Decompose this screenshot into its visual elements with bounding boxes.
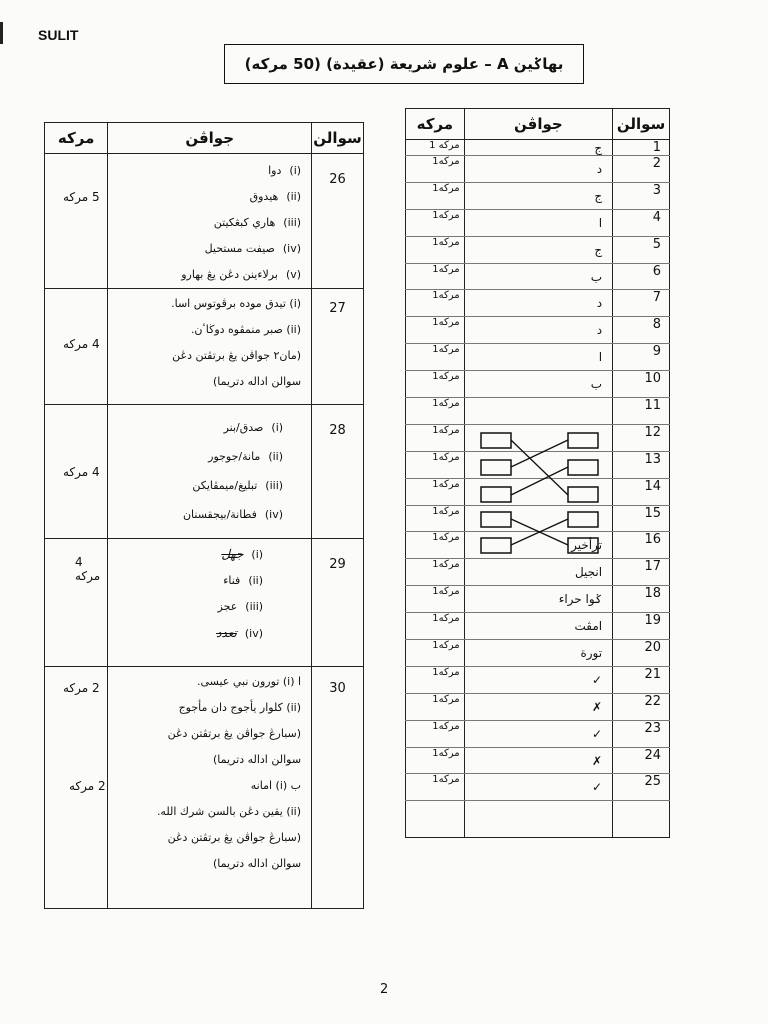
answer-line: (مان٢ جواڤن يڠ برتڤتن دڠن: [172, 349, 302, 362]
answer-cell: انجيل: [464, 559, 612, 586]
question-number: 26: [312, 154, 364, 289]
answer-line: سوالن اداله دتريما): [213, 753, 302, 766]
question-number: 2: [613, 156, 670, 183]
answer-cell: ✓: [464, 720, 612, 747]
item-text: صدق/بنر: [223, 421, 264, 434]
question-number: 12: [613, 424, 670, 451]
table-row: [406, 236, 670, 263]
table-row: [406, 290, 670, 317]
item-label: (iv): [264, 508, 284, 521]
table-row-q30: [45, 667, 364, 909]
item-text: عجز: [217, 600, 238, 613]
mark-cell: مركه1: [406, 209, 465, 236]
mark-cell: مركه1: [406, 182, 465, 209]
table-row: [406, 640, 670, 667]
col-header-soalan: سوالن: [312, 123, 364, 154]
item-label: (ii): [248, 574, 264, 587]
answer-cell: تورة: [464, 640, 612, 667]
mark-q27: 4 مركه: [63, 337, 100, 351]
item-text: جهل: [221, 547, 244, 561]
col-header-jawapan: جواڤن: [108, 123, 312, 154]
answer-line: ا (i) تورون نبي عيسى.: [196, 675, 302, 688]
table-row: [406, 317, 670, 344]
item-label: (i): [251, 548, 264, 561]
answer-cell: ج: [464, 182, 612, 209]
table-row-q26: [45, 154, 364, 289]
mark-cell: مركه1: [406, 478, 465, 505]
answer-cell: ݢوا حراء: [464, 586, 612, 613]
answer-line: (سبارڠ جواڤن يڠ برتڤتن دڠن: [167, 727, 302, 740]
item-label: (v): [285, 268, 302, 281]
item-text: هاري كبڠكيتن: [213, 216, 276, 229]
mark-q30b: 2 مركه: [69, 779, 106, 793]
mark-cell: مركه1: [406, 559, 465, 586]
table-row: [406, 398, 670, 425]
answer-cell: ج: [464, 236, 612, 263]
answer-cell: ترأخير: [464, 532, 612, 559]
answer-line: سوالن اداله دتريما): [213, 857, 302, 870]
question-number: 13: [613, 451, 670, 478]
question-number: 23: [613, 720, 670, 747]
table-row: [406, 613, 670, 640]
answer-cell: د: [464, 317, 612, 344]
item-label: (i): [289, 164, 302, 177]
question-number: 5: [613, 236, 670, 263]
answer-cell: ب: [464, 371, 612, 398]
answer-table-structured: [44, 122, 364, 909]
mark-cell: مركه1: [406, 613, 465, 640]
item-label: (ii): [268, 450, 284, 463]
answer-cell: [464, 505, 612, 532]
mark-cell: مركه1: [406, 586, 465, 613]
answer-line: (i) تيدق موده برڤوتوس اسا.: [171, 297, 302, 310]
question-number: 27: [312, 289, 364, 405]
mark-cell: مركه1: [406, 371, 465, 398]
table-row: [406, 774, 670, 801]
mark-cell: مركه1: [406, 451, 465, 478]
table-row: [406, 451, 670, 478]
table-row: [406, 505, 670, 532]
table-row-q28: [45, 405, 364, 539]
item-text: فطانة/بيجقسنان: [182, 508, 257, 521]
table-row: [406, 666, 670, 693]
item-text: برلاءينن دڠن يڠ بهارو: [181, 268, 278, 281]
table-row: [406, 371, 670, 398]
mark-cell: مركه1: [406, 156, 465, 183]
answer-cell: ا: [464, 209, 612, 236]
question-number: 10: [613, 371, 670, 398]
item-text: تعدد: [216, 626, 237, 640]
table-row: [406, 720, 670, 747]
table-row: [406, 263, 670, 290]
question-number: 9: [613, 344, 670, 371]
mark-cell: مركه1: [406, 290, 465, 317]
mark-cell: مركه1: [406, 317, 465, 344]
item-label: (iv): [282, 242, 302, 255]
question-number: 28: [312, 405, 364, 539]
question-number: 24: [613, 747, 670, 774]
question-number: 1: [613, 140, 670, 156]
mark-cell: مركه1: [406, 747, 465, 774]
col-header-soalan: سوالن: [613, 109, 670, 140]
table-row: [406, 532, 670, 559]
sulit-label: SULIT: [38, 27, 79, 43]
question-number: 8: [613, 317, 670, 344]
mark-q30a: 2 مركه: [63, 681, 100, 695]
answer-line: سوالن اداله دتريما): [213, 375, 302, 388]
table-row-q27: [45, 289, 364, 405]
answer-cell: ا: [464, 344, 612, 371]
page-number: 2: [380, 982, 389, 997]
question-number: 22: [613, 693, 670, 720]
question-number: 30: [312, 667, 364, 909]
answer-cell: [464, 478, 612, 505]
answer-cell: [464, 398, 612, 425]
question-number: 6: [613, 263, 670, 290]
table-row: [406, 424, 670, 451]
answer-line: (ii) يقين دڠن بالسن شرك الله.: [156, 805, 302, 818]
table-row: [406, 182, 670, 209]
answer-cell: [464, 424, 612, 451]
section-title: بهاݢين A – علوم شريعة (عقيدة) (50 مركه): [224, 44, 584, 84]
table-row: [406, 209, 670, 236]
item-label: (i): [271, 421, 284, 434]
mark-cell: مركه1: [406, 666, 465, 693]
col-header-jawapan: جواڤن: [464, 109, 612, 140]
item-text: صيفت مستحيل: [204, 242, 275, 255]
mark-cell: مركه1: [406, 505, 465, 532]
question-number: 7: [613, 290, 670, 317]
question-number: 4: [613, 209, 670, 236]
item-label: (iii): [283, 216, 302, 229]
item-text: فناء: [223, 574, 241, 587]
answer-cell: ✗: [464, 747, 612, 774]
question-number: 17: [613, 559, 670, 586]
item-text: دوا: [268, 164, 282, 177]
mark-cell: مركه1: [406, 640, 465, 667]
mark-cell: مركه1: [406, 398, 465, 425]
table-row: [406, 559, 670, 586]
question-number: 3: [613, 182, 670, 209]
answer-line: (ii) صبر منمڤوه دوڬاٴن.: [190, 323, 302, 336]
table-row: [406, 478, 670, 505]
answer-cell: [464, 451, 612, 478]
answer-cell: ب: [464, 263, 612, 290]
answer-cell: د: [464, 290, 612, 317]
mark-cell: مركه1: [406, 532, 465, 559]
item-label: (iii): [245, 600, 264, 613]
mark-q28: 4 مركه: [63, 465, 100, 479]
table-row: [406, 586, 670, 613]
question-number: 14: [613, 478, 670, 505]
answer-line: (سبارڠ جواڤن يڠ برتڤتن دڠن: [167, 831, 302, 844]
answer-cell: امڤت: [464, 613, 612, 640]
answer-line: (ii) كلوار يأجوج دان مأجوج: [178, 701, 302, 714]
question-number: 19: [613, 613, 670, 640]
item-label: (iii): [265, 479, 284, 492]
mark-cell: مركه1: [406, 263, 465, 290]
table-row-q29: [45, 539, 364, 667]
question-number: 20: [613, 640, 670, 667]
question-number: 15: [613, 505, 670, 532]
item-text: مانة/جوجور: [208, 450, 261, 463]
answer-cell: د: [464, 156, 612, 183]
question-number: 18: [613, 586, 670, 613]
mark-cell: مركه1: [406, 774, 465, 801]
question-number: 21: [613, 666, 670, 693]
item-text: هيدوق: [249, 190, 279, 203]
answer-cell: ✓: [464, 666, 612, 693]
question-number: 16: [613, 532, 670, 559]
question-number: 29: [312, 539, 364, 667]
answer-line: ب (i) امانه: [250, 779, 302, 792]
table-row: [406, 156, 670, 183]
mark-cell: مركه1: [406, 236, 465, 263]
table-row: [406, 693, 670, 720]
col-header-markah: مركه: [406, 109, 465, 140]
question-number: 25: [613, 774, 670, 801]
mark-cell: مركه1: [406, 344, 465, 371]
item-label: (iv): [244, 627, 264, 640]
mark-cell: مركه 1: [406, 140, 465, 156]
mark-cell: مركه1: [406, 424, 465, 451]
table-row: [406, 140, 670, 156]
col-header-markah: مركه: [45, 123, 108, 154]
mark-cell: مركه1: [406, 693, 465, 720]
page-edge-mark: [0, 22, 3, 44]
answer-table-objective: [405, 108, 670, 838]
table-row: [406, 344, 670, 371]
question-number: 11: [613, 398, 670, 425]
mark-cell: مركه1: [406, 720, 465, 747]
item-label: (ii): [286, 190, 302, 203]
mark-q29: 4 مركه: [75, 555, 101, 583]
mark-q26: 5 مركه: [63, 190, 100, 204]
answer-cell: ✓: [464, 774, 612, 801]
item-text: تبليغ/ميمڤايكن: [192, 479, 258, 492]
answer-cell: ج: [464, 140, 612, 156]
table-row: [406, 747, 670, 774]
answer-cell: ✗: [464, 693, 612, 720]
table-row-blank: [406, 801, 670, 838]
